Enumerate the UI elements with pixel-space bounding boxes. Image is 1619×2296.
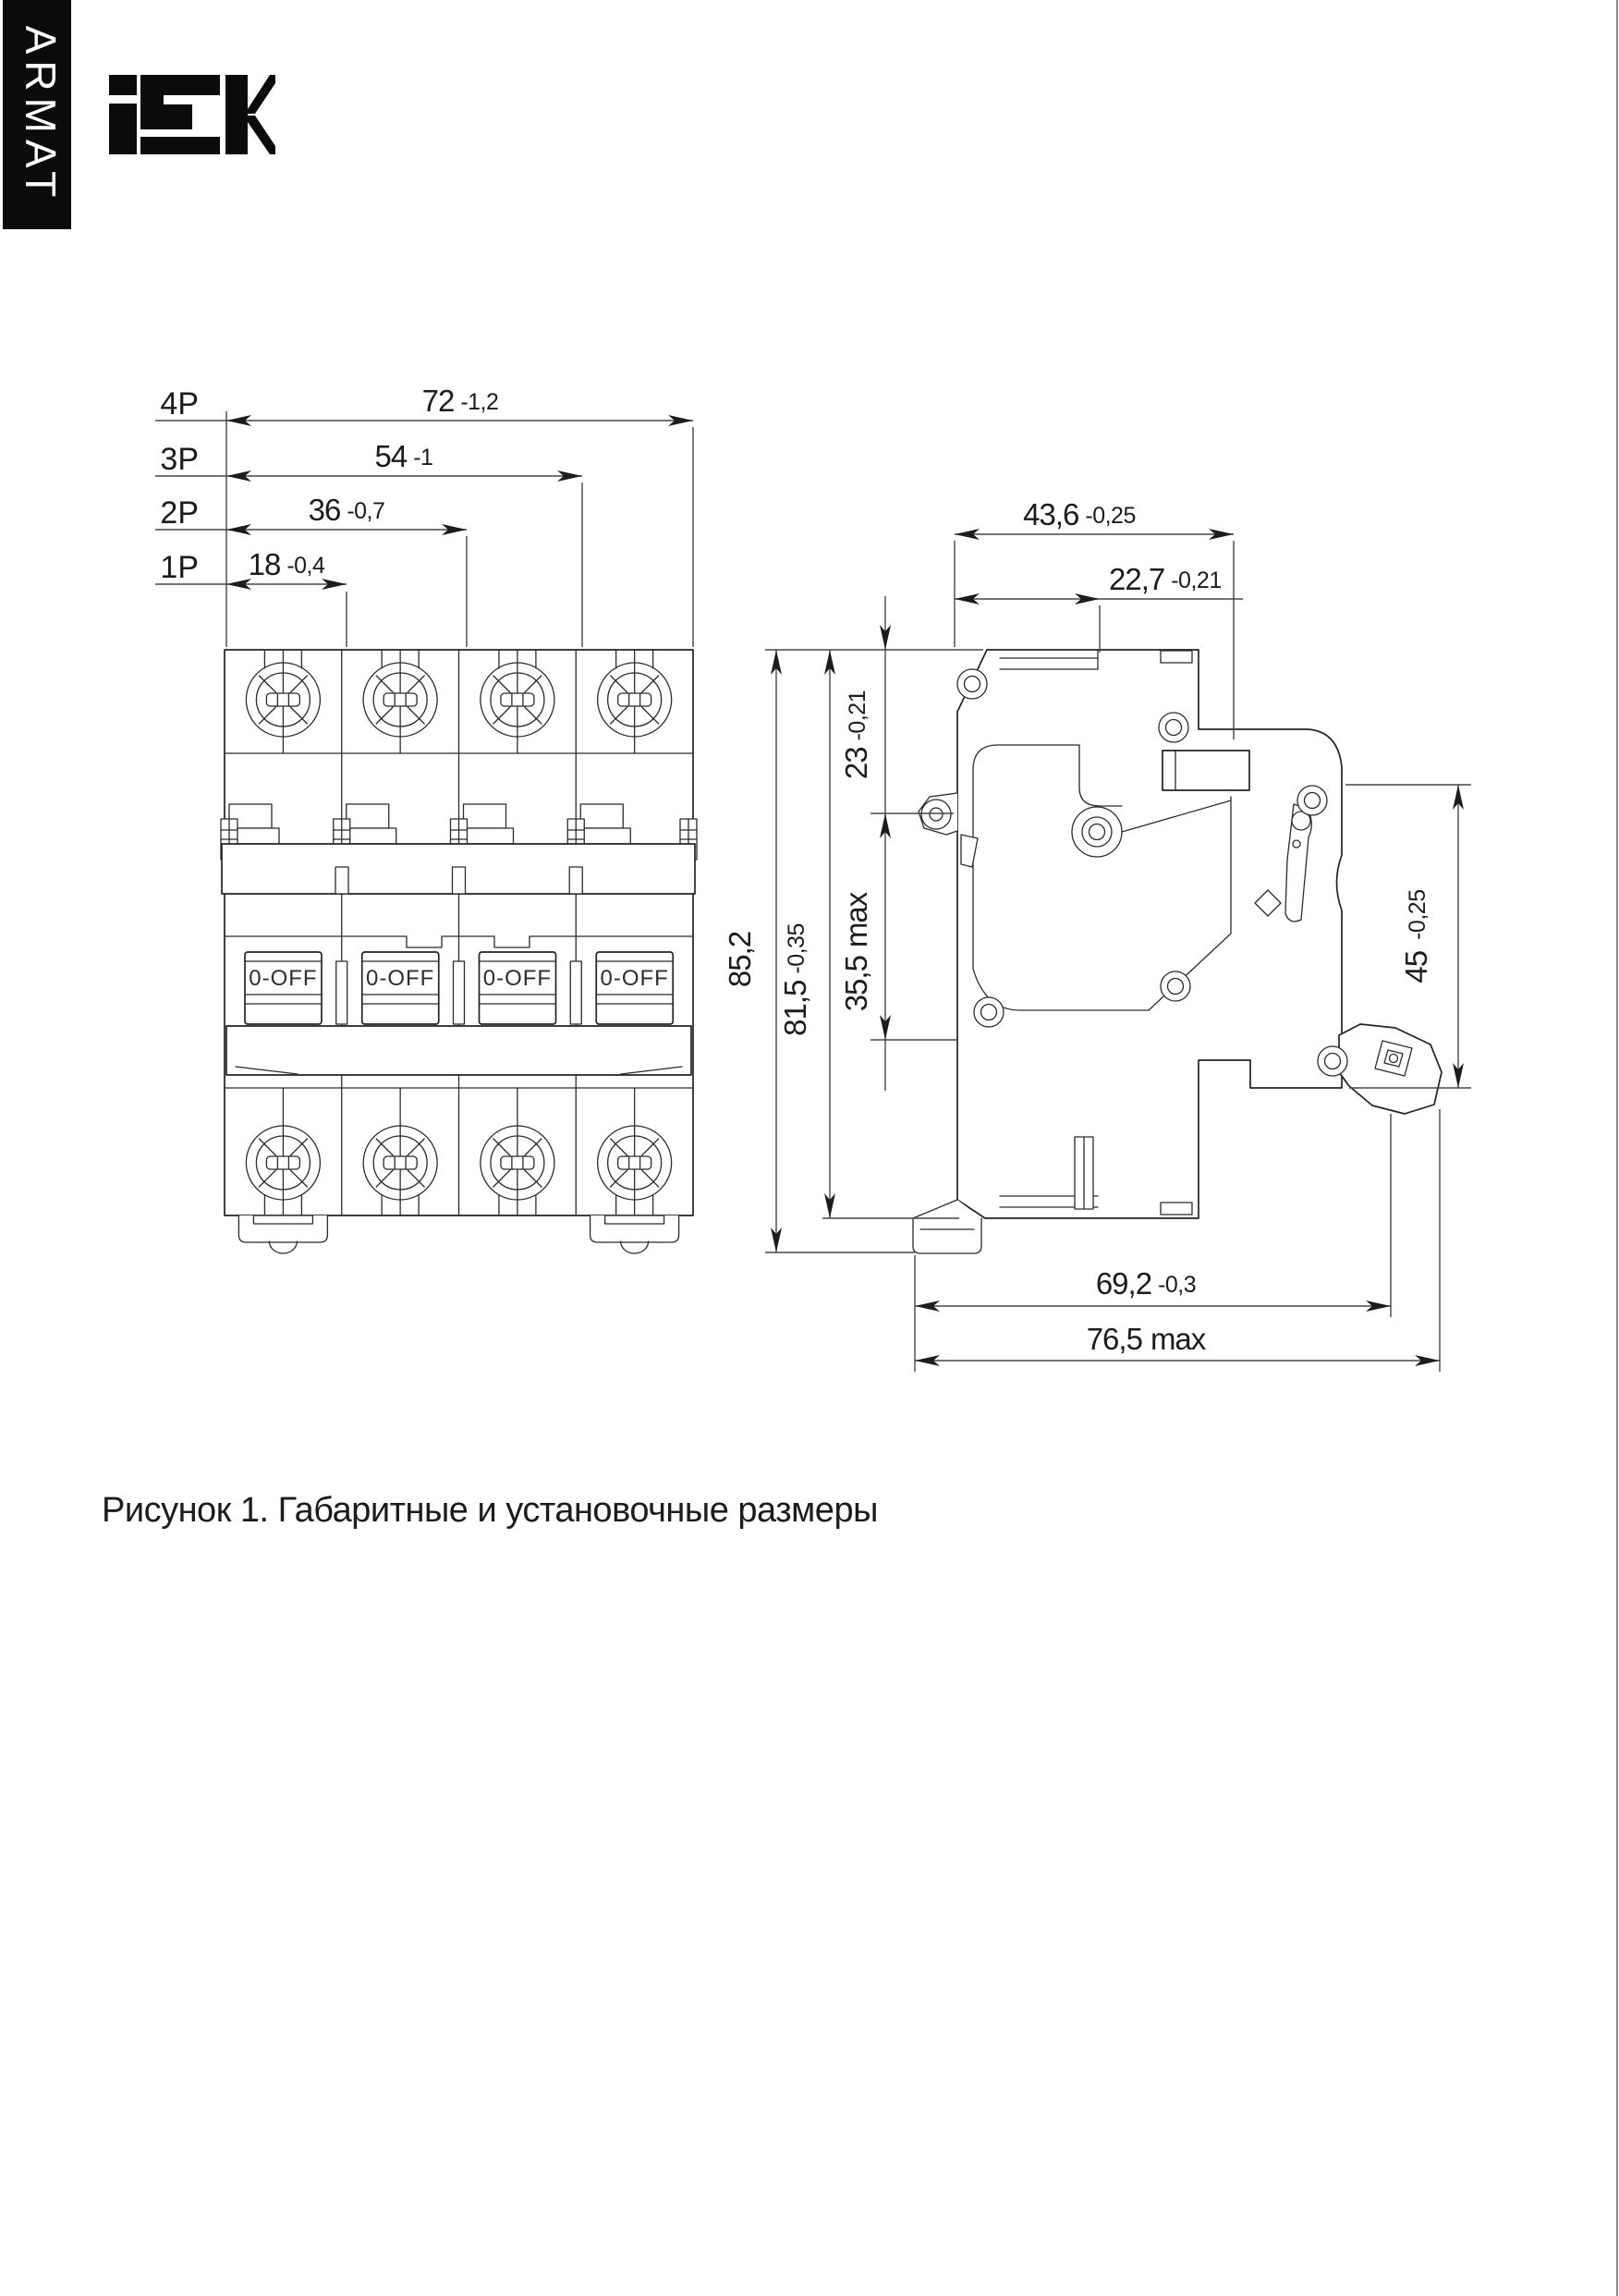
dimension-3p [155, 439, 582, 482]
pole-count-label: 3P [160, 442, 199, 477]
dimension-handle-offset [955, 562, 1243, 653]
dim-23-label: 23-0,21 [839, 690, 873, 780]
pole-count-label: 4P [160, 386, 199, 421]
dim-45-label: 45-0,25 [1399, 889, 1433, 983]
drawing-canvas: 0-OFF ARMAT 4P 72 -1,2 3P 54 -1 2P 36 -0,7 1P 18 -0,4 43,6 -0,25 22,7 -0,21 85,2 81,5-0,35 23-0,21 35,5max 45-0,25 69,2 -0,3 76,5 max Рисунок 1. Габаритные и установочные размеры [0, 0, 1619, 2296]
dim-36-label: 36 -0,7 [308, 493, 385, 527]
dimension-height-body [778, 650, 835, 1218]
dimension-rail-to-top [839, 596, 891, 1091]
pole-count-label: 2P [160, 495, 199, 531]
iek-logo [109, 75, 275, 154]
dim-54-label: 54 -1 [374, 439, 433, 473]
side-view-drawing [913, 650, 1442, 1253]
dim-22-7-label: 22,7 -0,21 [1109, 562, 1222, 596]
dimension-2p [155, 493, 467, 535]
dim-35-5-label: 35,5max [839, 892, 873, 1012]
armat-vertical-label: ARMAT [16, 25, 65, 204]
dim-81-5-label: 81,5-0,35 [778, 923, 812, 1036]
dim-85-2-label: 85,2 [723, 931, 757, 988]
brand-bar [3, 0, 71, 229]
dim-43-6-label: 43,6 -0,25 [1023, 497, 1136, 531]
dim-18-label: 18 -0,4 [248, 547, 325, 581]
dim-72-label: 72 -1,2 [421, 384, 499, 418]
toggle-tie-bar [226, 1026, 691, 1075]
dimension-height-overall [723, 650, 782, 1252]
front-view-dimensions [155, 384, 693, 647]
dimension-1p [155, 547, 347, 590]
figure-caption: Рисунок 1. Габаритные и установочные размеры [102, 1491, 878, 1530]
dim-76-5-label: 76,5 max [1086, 1322, 1206, 1356]
front-view-drawing [221, 650, 697, 1253]
pole-count-label: 1P [160, 550, 199, 585]
dim-69-2-label: 69,2 -0,3 [1095, 1266, 1197, 1301]
dimension-4p [155, 384, 693, 426]
